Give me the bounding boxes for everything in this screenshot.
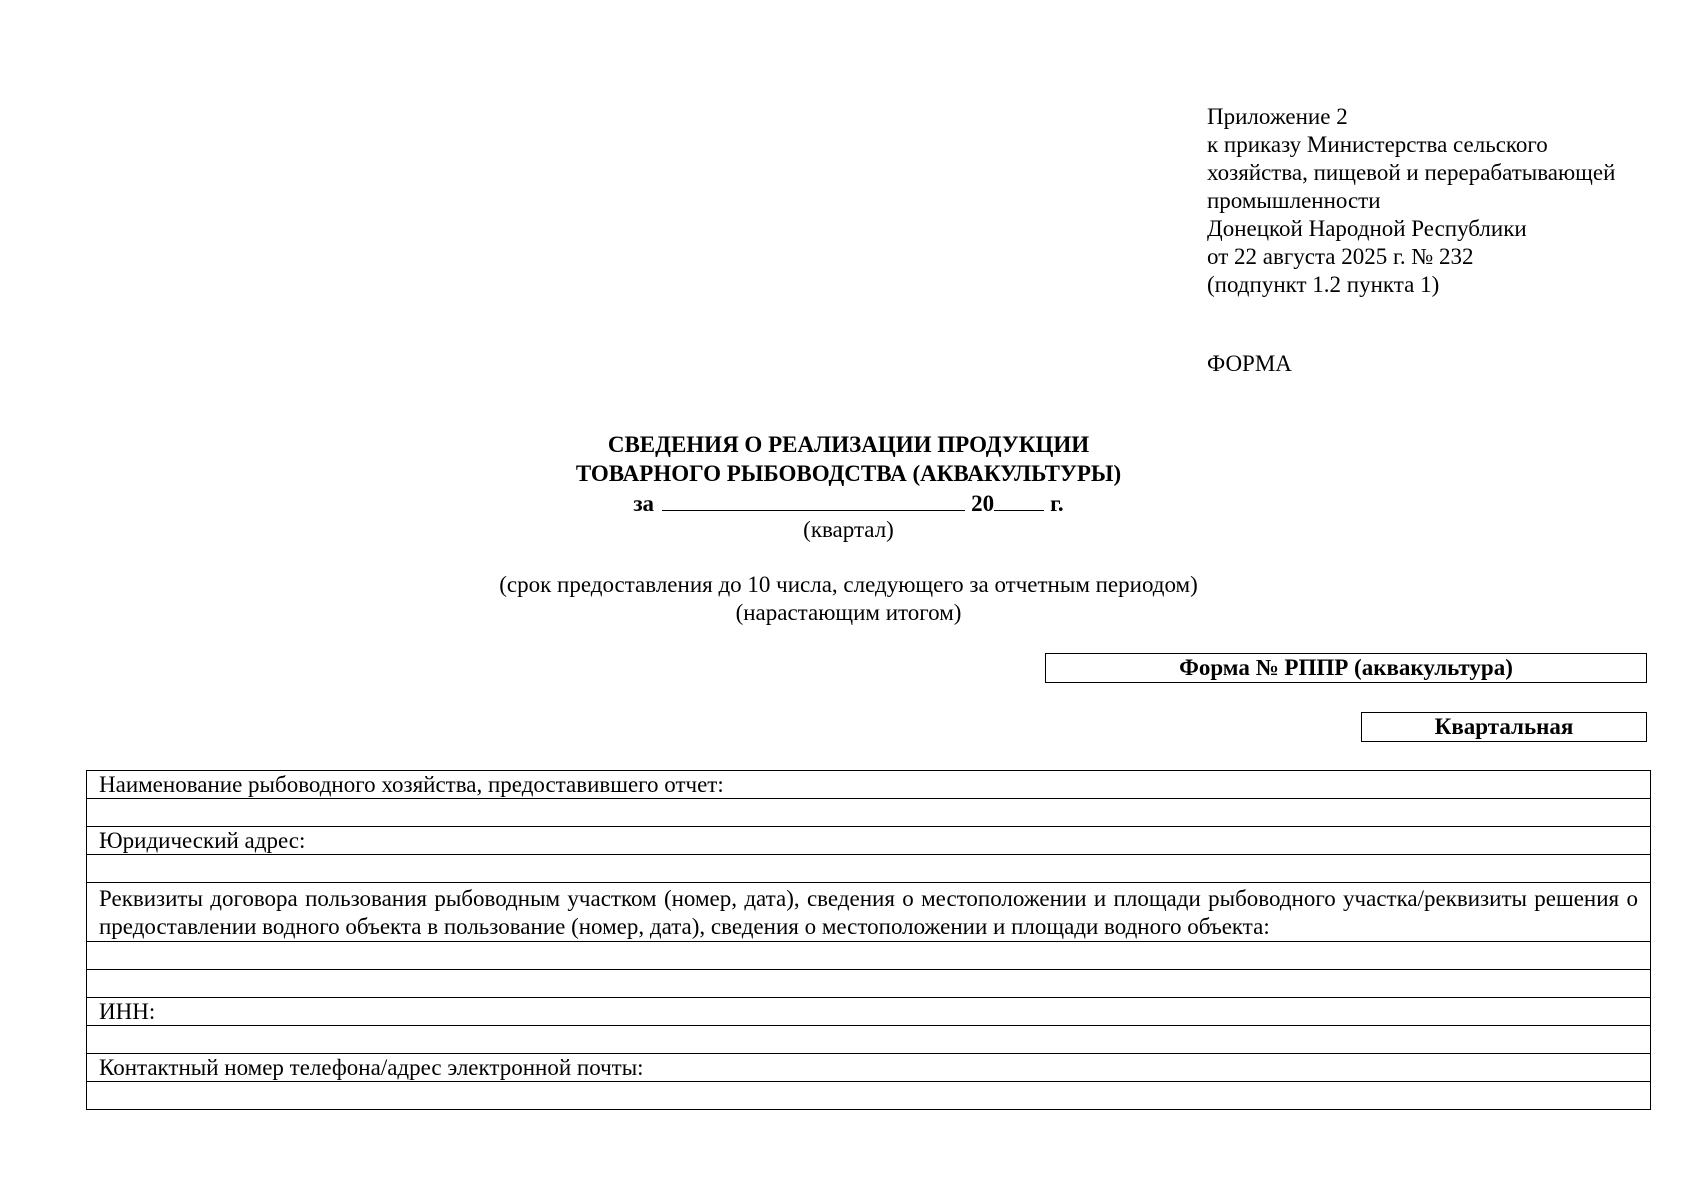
contact-field[interactable] (87, 1082, 1651, 1110)
appendix-line: хозяйства, пищевой и перерабатывающей (1207, 160, 1616, 185)
table-row (87, 942, 1651, 970)
quarter-blank-field[interactable] (662, 488, 965, 511)
inn-field[interactable] (87, 1026, 1651, 1054)
title-line-2: ТОВАРНОГО РЫБОВОДСТВА (АКВАКУЛЬТУРЫ) (575, 461, 1122, 486)
table-row (87, 1054, 1651, 1082)
organization-info-table (86, 770, 1651, 1110)
legal-address-field[interactable] (87, 855, 1651, 883)
forma-label: ФОРМА (1207, 351, 1292, 376)
year-suffix: г. (1050, 491, 1064, 516)
table-row (87, 970, 1651, 998)
contract-details-field[interactable] (87, 942, 1651, 970)
reporting-period-line (0, 488, 1697, 518)
table-row (87, 1026, 1651, 1054)
table-row (87, 998, 1651, 1026)
farm-name-field[interactable] (87, 799, 1651, 827)
appendix-line: (подпункт 1.2 пункта 1) (1207, 272, 1440, 297)
year-blank-field[interactable] (994, 488, 1044, 511)
quarter-caption: (квартал) (803, 517, 894, 542)
table-row (87, 1082, 1651, 1110)
table-row (87, 855, 1651, 883)
table-row (87, 883, 1651, 942)
period-prefix: за (633, 491, 655, 516)
form-number-box: Форма № РППР (аквакультура) (1045, 653, 1647, 683)
contract-details-field-2[interactable] (87, 970, 1651, 998)
contact-label: Контактный номер телефона/адрес электронной почты: (87, 1054, 1651, 1082)
appendix-block (1207, 103, 1677, 299)
table-row (87, 827, 1651, 855)
deadline-line-1: (срок предоставления до 10 числа, следующего за отчетным периодом) (499, 572, 1198, 597)
contract-details-label: Реквизиты договора пользования рыбоводным участком (номер, дата), сведения о местоположении и площади рыбоводного участка/реквизиты решения о предоставлении водного объекта в пользование (номер, дата), сведения о местоположении и площади водного объекта: (87, 883, 1651, 942)
appendix-line: промышленности (1207, 188, 1381, 213)
table-row (87, 771, 1651, 799)
inn-label: ИНН: (87, 998, 1651, 1026)
year-prefix: 20 (971, 491, 995, 516)
appendix-line: Приложение 2 (1207, 104, 1348, 129)
deadline-note (0, 571, 1697, 627)
appendix-line: Донецкой Народной Республики (1207, 216, 1527, 241)
document-title (0, 430, 1697, 488)
table-row (87, 799, 1651, 827)
title-line-1: СВЕДЕНИЯ О РЕАЛИЗАЦИИ ПРОДУКЦИИ (607, 432, 1090, 457)
farm-name-label: Наименование рыбоводного хозяйства, предоставившего отчет: (87, 771, 1651, 799)
appendix-line: от 22 августа 2025 г. № 232 (1207, 244, 1474, 269)
appendix-line: к приказу Министерства сельского (1207, 132, 1548, 157)
periodicity-box: Квартальная (1361, 712, 1647, 742)
legal-address-label: Юридический адрес: (87, 827, 1651, 855)
deadline-line-2: (нарастающим итогом) (735, 600, 962, 625)
